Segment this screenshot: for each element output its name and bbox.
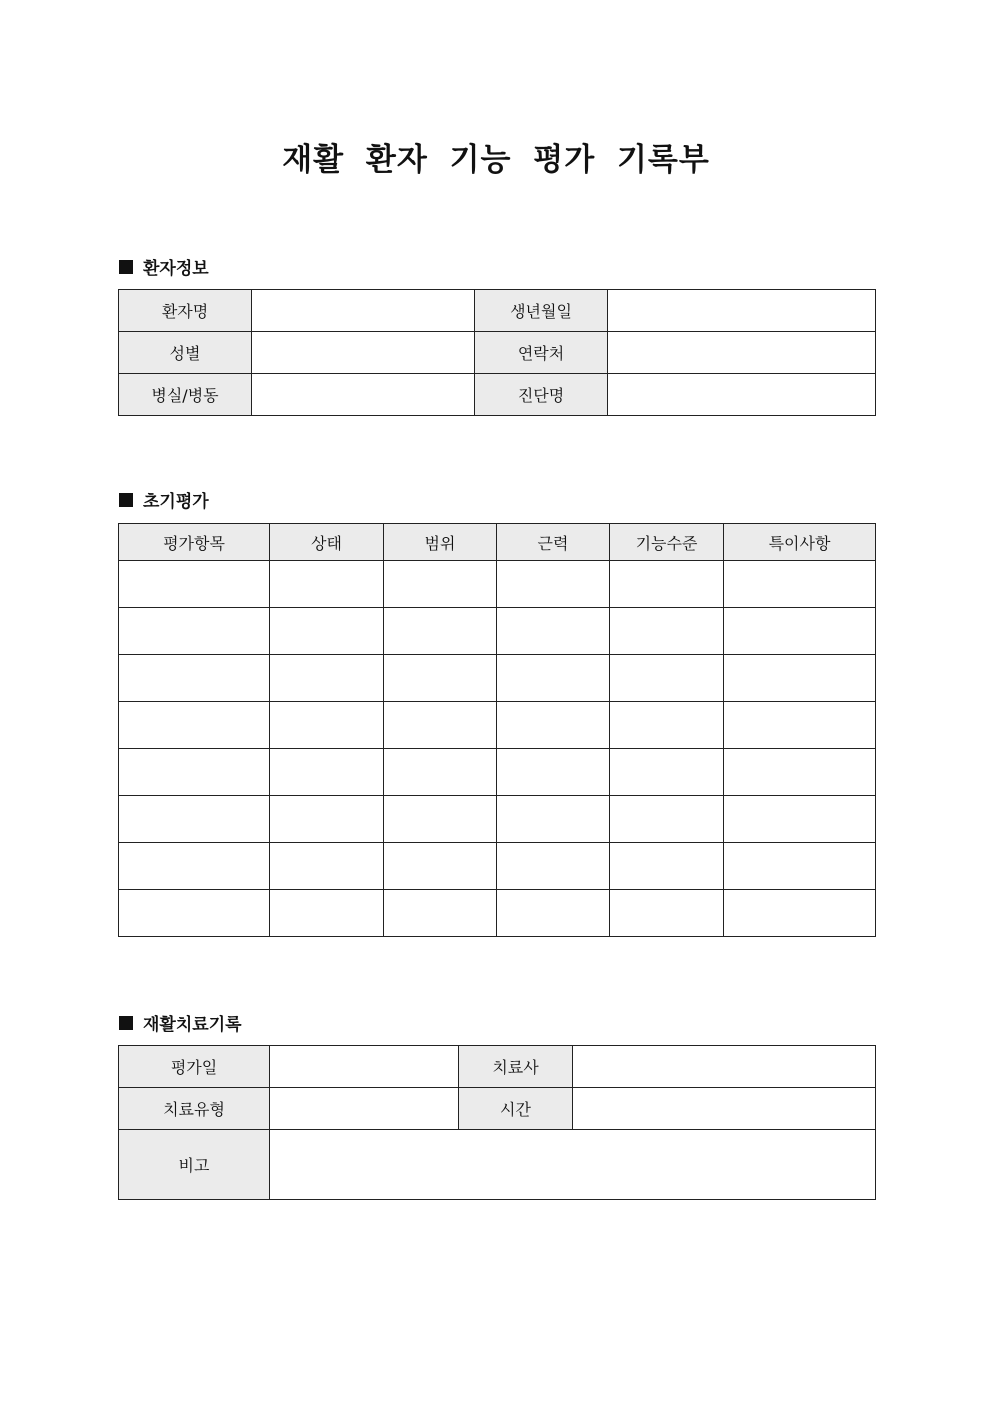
function-level-cell[interactable] <box>610 702 724 749</box>
patient-info-table <box>118 289 876 416</box>
page-title: 재활 환자 기능 평가 기록부 <box>282 142 710 178</box>
therapist-field[interactable] <box>573 1046 876 1088</box>
eval-item-cell[interactable] <box>119 843 270 890</box>
birth-date-label: 생년월일 <box>475 290 608 332</box>
table-row <box>119 332 876 374</box>
sex-field[interactable] <box>252 332 475 374</box>
diagnosis-field[interactable] <box>608 374 876 416</box>
contact-label: 연락처 <box>475 332 608 374</box>
strength-cell[interactable] <box>497 749 610 796</box>
range-cell[interactable] <box>384 749 497 796</box>
strength-cell[interactable] <box>497 655 610 702</box>
function-level-cell[interactable] <box>610 608 724 655</box>
header-strength: 근력 <box>497 524 610 561</box>
range-cell[interactable] <box>384 561 497 608</box>
range-cell[interactable] <box>384 655 497 702</box>
table-row <box>119 1046 876 1088</box>
table-row <box>119 561 876 608</box>
notes-cell[interactable] <box>724 890 876 937</box>
notes-cell[interactable] <box>724 702 876 749</box>
birth-date-field[interactable] <box>608 290 876 332</box>
status-cell[interactable] <box>270 843 384 890</box>
header-status: 상태 <box>270 524 384 561</box>
function-level-cell[interactable] <box>610 890 724 937</box>
section-title: 환자정보 <box>143 259 209 279</box>
remarks-label: 비고 <box>119 1130 270 1200</box>
eval-item-cell[interactable] <box>119 561 270 608</box>
status-cell[interactable] <box>270 702 384 749</box>
function-level-cell[interactable] <box>610 749 724 796</box>
notes-cell[interactable] <box>724 749 876 796</box>
initial-eval-table <box>118 523 876 937</box>
diagnosis-label: 진단명 <box>475 374 608 416</box>
room-ward-field[interactable] <box>252 374 475 416</box>
table-row <box>119 374 876 416</box>
function-level-cell[interactable] <box>610 655 724 702</box>
section-heading-initial-eval <box>119 487 209 512</box>
eval-item-cell[interactable] <box>119 702 270 749</box>
therapist-label: 치료사 <box>459 1046 573 1088</box>
eval-item-cell[interactable] <box>119 749 270 796</box>
patient-name-label: 환자명 <box>119 290 252 332</box>
remarks-field[interactable] <box>270 1130 876 1200</box>
strength-cell[interactable] <box>497 890 610 937</box>
status-cell[interactable] <box>270 749 384 796</box>
notes-cell[interactable] <box>724 796 876 843</box>
table-row <box>119 843 876 890</box>
header-range: 범위 <box>384 524 497 561</box>
eval-item-cell[interactable] <box>119 655 270 702</box>
square-bullet-icon <box>119 1016 133 1030</box>
eval-item-cell[interactable] <box>119 796 270 843</box>
table-row <box>119 890 876 937</box>
strength-cell[interactable] <box>497 608 610 655</box>
strength-cell[interactable] <box>497 796 610 843</box>
table-row <box>119 749 876 796</box>
eval-date-field[interactable] <box>270 1046 459 1088</box>
time-label: 시간 <box>459 1088 573 1130</box>
table-row <box>119 290 876 332</box>
room-ward-label: 병실/병동 <box>119 374 252 416</box>
function-level-cell[interactable] <box>610 561 724 608</box>
contact-field[interactable] <box>608 332 876 374</box>
header-eval-item: 평가항목 <box>119 524 270 561</box>
status-cell[interactable] <box>270 561 384 608</box>
eval-item-cell[interactable] <box>119 608 270 655</box>
patient-name-field[interactable] <box>252 290 475 332</box>
strength-cell[interactable] <box>497 843 610 890</box>
treatment-type-label: 치료유형 <box>119 1088 270 1130</box>
table-row <box>119 608 876 655</box>
section-heading-treatment-record <box>119 1010 242 1035</box>
notes-cell[interactable] <box>724 843 876 890</box>
table-header-row <box>119 524 876 561</box>
range-cell[interactable] <box>384 890 497 937</box>
range-cell[interactable] <box>384 702 497 749</box>
strength-cell[interactable] <box>497 702 610 749</box>
status-cell[interactable] <box>270 796 384 843</box>
header-function-level: 기능수준 <box>610 524 724 561</box>
notes-cell[interactable] <box>724 608 876 655</box>
eval-date-label: 평가일 <box>119 1046 270 1088</box>
table-row <box>119 1130 876 1200</box>
status-cell[interactable] <box>270 608 384 655</box>
status-cell[interactable] <box>270 890 384 937</box>
strength-cell[interactable] <box>497 561 610 608</box>
range-cell[interactable] <box>384 608 497 655</box>
square-bullet-icon <box>119 493 133 507</box>
time-field[interactable] <box>573 1088 876 1130</box>
square-bullet-icon <box>119 260 133 274</box>
notes-cell[interactable] <box>724 655 876 702</box>
notes-cell[interactable] <box>724 561 876 608</box>
function-level-cell[interactable] <box>610 843 724 890</box>
eval-item-cell[interactable] <box>119 890 270 937</box>
section-title: 재활치료기록 <box>143 1015 242 1035</box>
range-cell[interactable] <box>384 796 497 843</box>
status-cell[interactable] <box>270 655 384 702</box>
table-row <box>119 1088 876 1130</box>
treatment-type-field[interactable] <box>270 1088 459 1130</box>
treatment-record-table <box>118 1045 876 1200</box>
table-row <box>119 702 876 749</box>
range-cell[interactable] <box>384 843 497 890</box>
sex-label: 성별 <box>119 332 252 374</box>
table-row <box>119 796 876 843</box>
function-level-cell[interactable] <box>610 796 724 843</box>
section-title: 초기평가 <box>143 492 209 512</box>
section-heading-patient-info <box>119 254 209 279</box>
header-notes: 특이사항 <box>724 524 876 561</box>
table-row <box>119 655 876 702</box>
